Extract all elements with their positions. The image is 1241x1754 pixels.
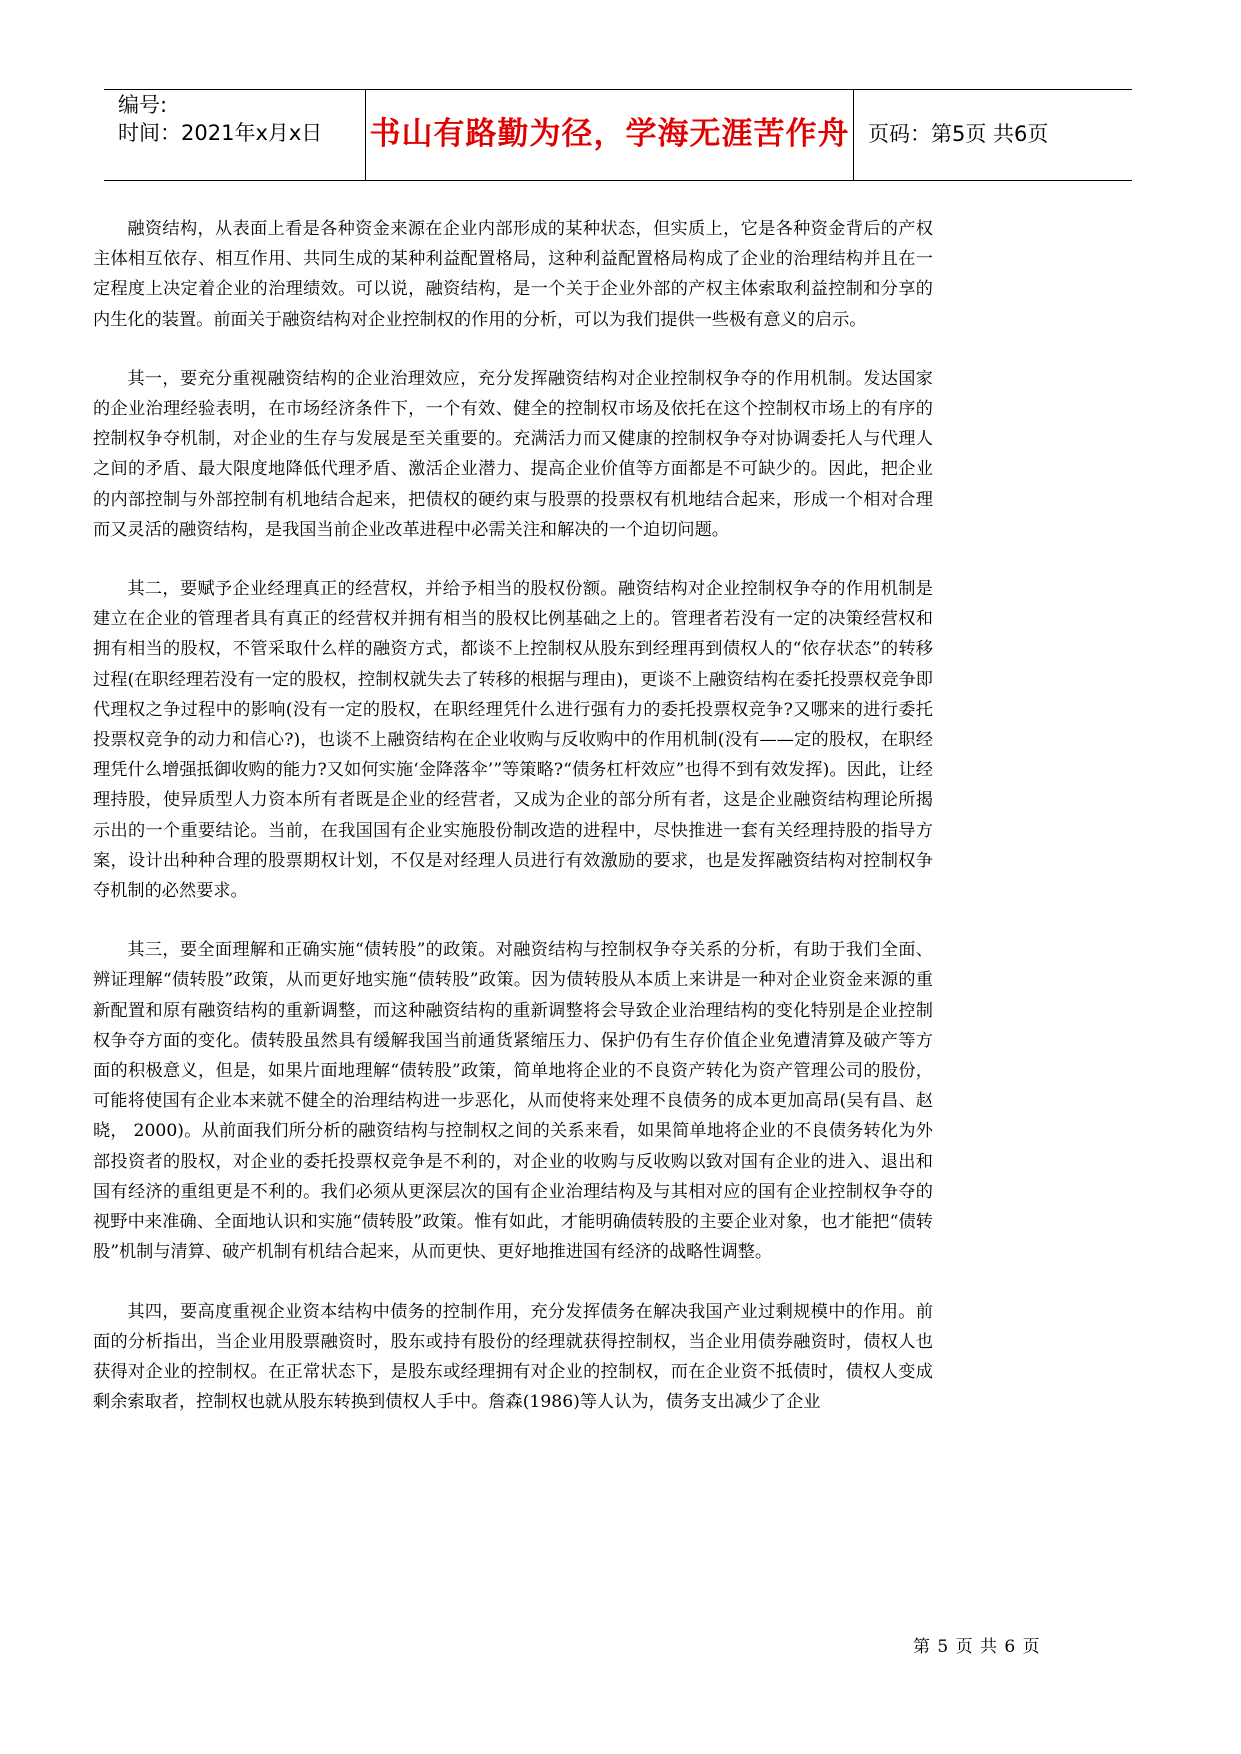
- document-body: [93, 214, 933, 1446]
- body-paragraph: 其四，要高度重视企业资本结构中债务的控制作用，充分发挥债务在解决我国产业过剩规模中的作用。前面的分析指出，当企业用股票融资时，股东或持有股份的经理就获得控制权，当企业用债券融资时，债权人也获得对企业的控制权。在正常状态下，是股东或经理拥有对企业的控制权，而在企业资不抵债时，债权人变成剩余索取者，控制权也就从股东转换到债权人手中。詹森(1986)等人认为，债务支出减少了企业: [93, 1301, 933, 1413]
- header-info-cell: [104, 90, 366, 180]
- header-page-label: 页码：第5页 共6页: [868, 122, 1049, 146]
- body-paragraph: 其二，要赋予企业经理真正的经营权，并给予相当的股权份额。融资结构对企业控制权争夺的作用机制是建立在企业的管理者具有真正的经营权并拥有相当的股权比例基础之上的。管理者若没有一定的决策经营权和拥有相当的股权，不管采取什么样的融资方式，都谈不上控制权从股东到经理再到债权人的“依存状态”的转移过程(在职经理若没有一定的股权，控制权就失去了转移的根据与理由)，更谈不上融资结构在委托投票权竞争即代理权之争过程中的影响(没有一定的股权，在职经理凭什么进行强有力的委托投票权竞争?又哪来的进行委托投票权竞争的动力和信心?)，也谈不上融资结构在企业收购与反收购中的作用机制(没有——定的股权，在职经理凭什么增强抵御收购的能力?又如何实施‘金降落伞’”等策略?“债务杠杆效应”也得不到有效发挥)。因此，让经理持股，使异质型人力资本所有者既是企业的经营者，又成为企业的部分所有者，这是企业融资结构理论所揭示出的一个重要结论。当前，在我国国有企业实施股份制改造的进程中，尽快推进一套有关经理持股的指导方案，设计出种种合理的股票期权计划，不仅是对经理人员进行有效激励的要求，也是发挥融资结构对控制权争夺机制的必然要求。: [93, 579, 933, 902]
- page-footer: 第 5 页 共 6 页: [913, 1637, 1041, 1657]
- document-time-label: 时间：2021年x月x日: [118, 121, 323, 145]
- body-paragraph: 融资结构，从表面上看是各种资金来源在企业内部形成的某种状态，但实质上，它是各种资金背后的产权主体相互依存、相互作用、共同生成的某种利益配置格局，这种利益配置格局构成了企业的治理结构并且在一定程度上决定着企业的治理绩效。可以说，融资结构，是一个关于企业外部的产权主体索取利益控制和分享的内生化的装置。前面关于融资结构对企业控制权的作用的分析，可以为我们提供一些极有意义的启示。: [93, 219, 933, 330]
- document-header: [104, 89, 1132, 181]
- document-number-label: 编号:: [118, 93, 168, 117]
- body-paragraph: 其三，要全面理解和正确实施“债转股”的政策。对融资结构与控制权争夺关系的分析，有助于我们全面、辨证理解“债转股”政策，从而更好地实施“债转股”政策。因为债转股从本质上来讲是一种对企业资金来源的重新配置和原有融资结构的重新调整，而这种融资结构的重新调整将会导致企业治理结构的变化特别是企业控制权争夺方面的变化。债转股虽然具有缓解我国当前通货紧缩压力、保护仍有生存价值企业免遭清算及破产等方面的积极意义，但是，如果片面地理解“债转股”政策，简单地将企业的不良资产转化为资产管理公司的股份，可能将使国有企业本来就不健全的治理结构进一步恶化，从而使将来处理不良债务的成本更加高昂(吴有昌、赵晓， 2000)。从前面我们所分析的融资结构与控制权之间的关系来看，如果简单地将企业的不良债务转化为外部投资者的股权，对企业的委托投票权竞争是不利的，对企业的收购与反收购以致对国有企业的进入、退出和国有经济的重组更是不利的。我们必须从更深层次的国有企业治理结构及与其相对应的国有企业控制权争夺的视野中来准确、全面地认识和实施“债转股”政策。惟有如此，才能明确债转股的主要企业对象，也才能把“债转股”机制与清算、破产机制有机结合起来，从而更快、更好地推进国有经济的战略性调整。: [93, 940, 933, 1263]
- header-motto: 书山有路勤为径，学海无涯苦作舟: [366, 90, 854, 180]
- body-paragraph: 其一，要充分重视融资结构的企业治理效应，充分发挥融资结构对企业控制权争夺的作用机制。发达国家的企业治理经验表明，在市场经济条件下，一个有效、健全的控制权市场及依托在这个控制权市场上的有序的控制权争夺机制，对企业的生存与发展是至关重要的。充满活力而又健康的控制权争夺对协调委托人与代理人之间的矛盾、最大限度地降低代理矛盾、激活企业潜力、提高企业价值等方面都是不可缺少的。因此，把企业的内部控制与外部控制有机地结合起来，把债权的硬约束与股票的投票权有机地结合起来，形成一个相对合理而又灵活的融资结构，是我国当前企业改革进程中必需关注和解决的一个迫切问题。: [93, 368, 933, 540]
